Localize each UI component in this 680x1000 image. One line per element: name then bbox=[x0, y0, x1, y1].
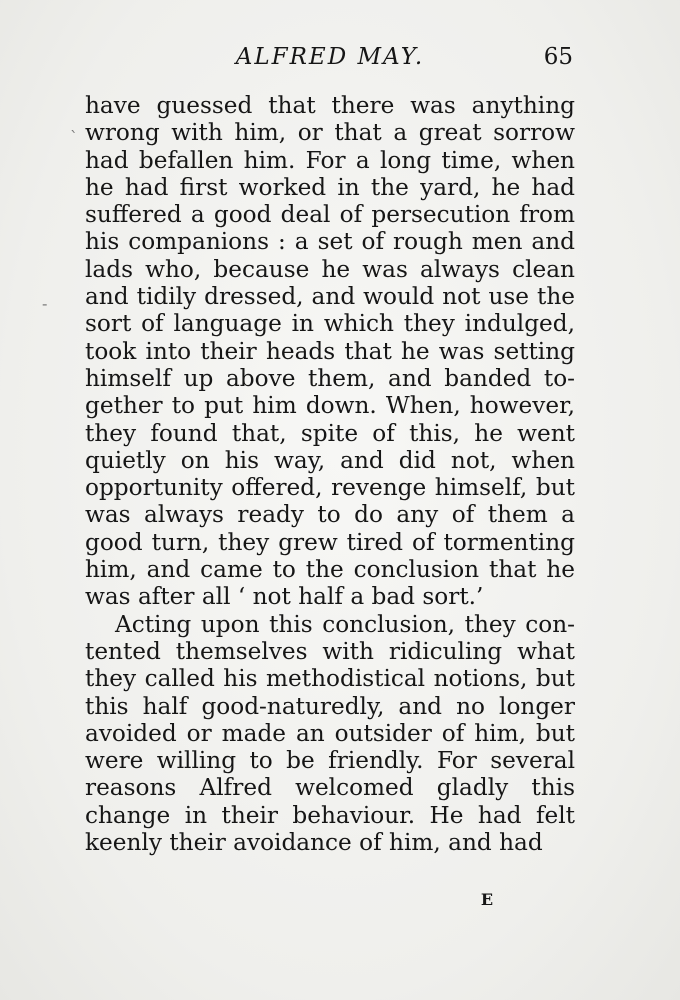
margin-speck: ` bbox=[70, 128, 78, 147]
text-line: suffered a good deal of persecution from bbox=[85, 201, 575, 229]
text-line: avoided or made an outsider of him, but bbox=[85, 719, 575, 747]
text-line: and tidily dressed, and would not use the bbox=[85, 283, 575, 311]
text-line: they found that, spite of this, he went bbox=[85, 419, 575, 447]
text-line: gether to put him down. When, however, bbox=[85, 392, 575, 420]
body-text bbox=[85, 92, 575, 856]
running-title: ALFRED MAY. bbox=[235, 44, 425, 70]
text-line: he had first worked in the yard, he had bbox=[85, 173, 575, 201]
text-line: Acting upon this conclusion, they con- bbox=[115, 610, 575, 638]
margin-speck: - bbox=[42, 294, 48, 313]
text-line: had befallen him. For a long time, when bbox=[85, 146, 575, 174]
text-line: change in their behaviour. He had felt bbox=[85, 801, 575, 829]
page-number: 65 bbox=[543, 44, 573, 70]
text-line: his companions : a set of rough men and bbox=[85, 228, 575, 256]
text-line: sort of language in which they indulged, bbox=[85, 310, 575, 338]
text-line: wrong with him, or that a great sorrow bbox=[85, 119, 575, 147]
text-line: was after all ‘ not half a bad sort.’ bbox=[85, 583, 484, 611]
text-line: himself up above them, and banded to- bbox=[85, 364, 575, 392]
text-line: keenly their avoidance of him, and had bbox=[85, 829, 543, 857]
text-line: reasons Alfred welcomed gladly this bbox=[85, 774, 575, 802]
text-line: opportunity offered, revenge himself, but bbox=[85, 474, 575, 502]
text-line: was always ready to do any of them a bbox=[85, 501, 575, 529]
text-line: tented themselves with ridiculing what bbox=[85, 637, 575, 665]
text-line: quietly on his way, and did not, when bbox=[85, 446, 575, 474]
text-line: this half good-naturedly, and no longer bbox=[85, 692, 575, 720]
text-line: have guessed that there was anything bbox=[85, 92, 575, 119]
text-line: him, and came to the conclusion that he bbox=[85, 556, 575, 584]
signature-mark: E bbox=[480, 890, 494, 909]
running-head bbox=[85, 40, 575, 76]
text-line: took into their heads that he was setting bbox=[85, 337, 575, 365]
text-line: were willing to be friendly. For several bbox=[85, 747, 575, 775]
text-line: good turn, they grew tired of tormenting bbox=[85, 528, 575, 556]
text-line: lads who, because he was always clean bbox=[85, 255, 575, 283]
text-line: they called his methodistical notions, but bbox=[85, 665, 575, 693]
